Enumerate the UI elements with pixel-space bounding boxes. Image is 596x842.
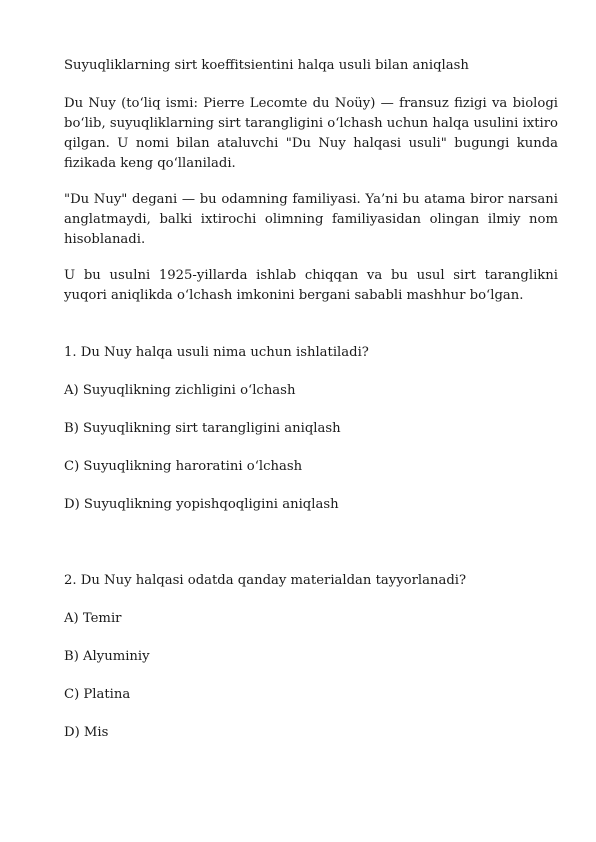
question-2-option-b: B) Alyuminiy	[64, 649, 150, 664]
question-1-option-b: B) Suyuqlikning sirt tarangligini aniqlash	[64, 421, 341, 436]
question-2-text: 2. Du Nuy halqasi odatda qanday materialdan tayyorlanadi?	[64, 573, 467, 588]
question-1-option-c: C) Suyuqlikning haroratini o‘lchash	[64, 459, 303, 474]
history-paragraph: U bu usulni 1925-yillarda ishlab chiqqan va bu usul sirt taranglikni yuqori aniqlikda o‘lchash imkonini bergani sababli mashhur bo‘lgan.	[64, 268, 558, 303]
question-1-text: 1. Du Nuy halqa usuli nima uchun ishlatiladi?	[64, 345, 369, 360]
intro-paragraph: Du Nuy (to‘liq ismi: Pierre Lecomte du Noüy) — fransuz fizigi va biologi bo‘lib, suyuqliklarning sirt tarangligini o‘lchash uchun halqa usulini ixtiro qilgan. U nomi bilan ataluvchi "Du Nuy halqasi usuli" bugungi kunda fizikada keng qo‘llaniladi.	[64, 96, 558, 171]
question-1-option-a: A) Suyuqlikning zichligini o‘lchash	[64, 383, 296, 398]
question-2-option-d: D) Mis	[64, 725, 109, 740]
question-2-option-a: A) Temir	[64, 611, 122, 626]
name-explanation-paragraph: "Du Nuy" degani — bu odamning familiyasi. Ya’ni bu atama biror narsani anglatmaydi, balki ixtirochi olimning familiyasidan olingan ilmiy nom hisoblanadi.	[64, 192, 558, 247]
document-title: Suyuqliklarning sirt koeffitsientini halqa usuli bilan aniqlash	[64, 58, 469, 73]
question-1-option-d: D) Suyuqlikning yopishqoqligini aniqlash	[64, 497, 339, 512]
question-2-option-c: C) Platina	[64, 687, 131, 702]
